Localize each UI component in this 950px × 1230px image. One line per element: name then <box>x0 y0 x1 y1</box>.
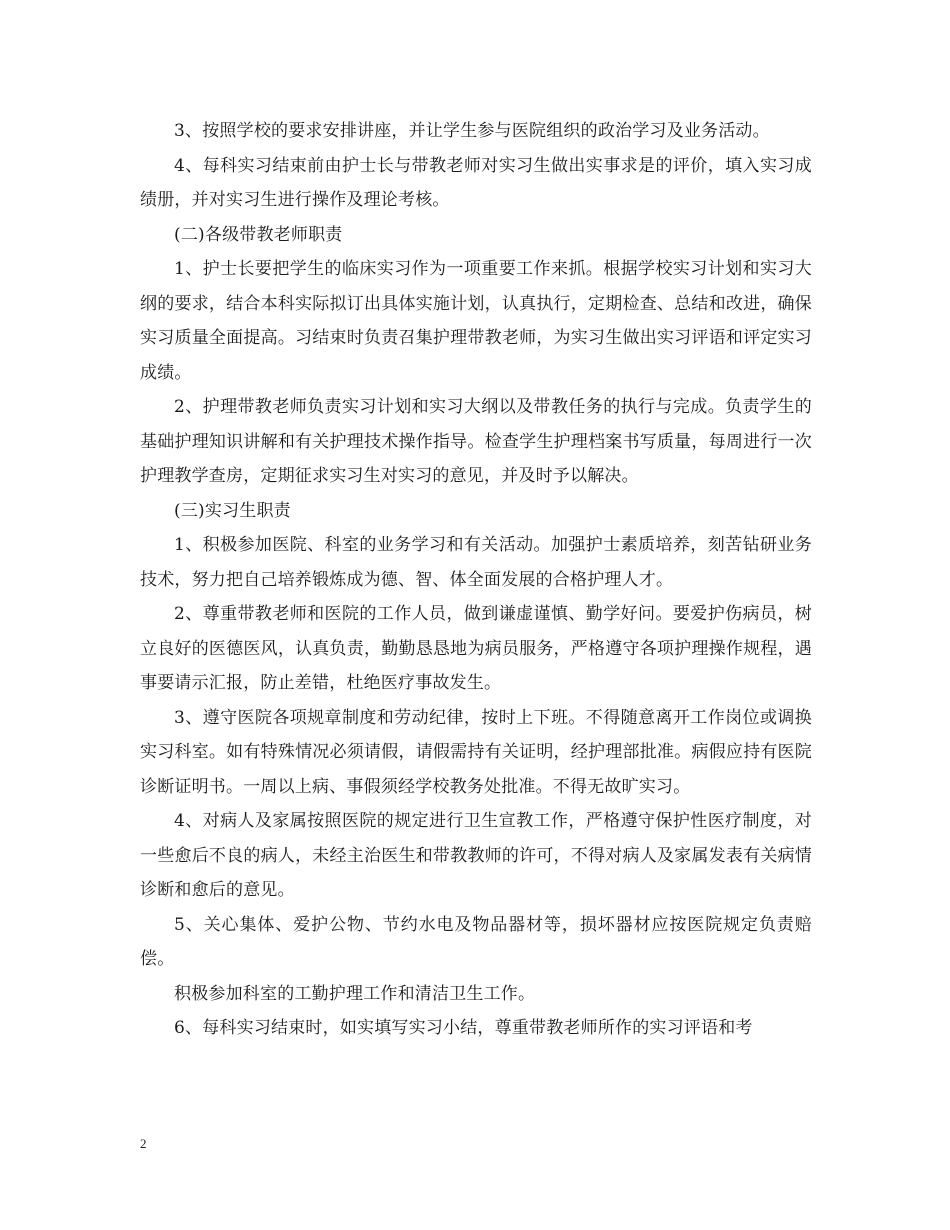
paragraph-cleaning-work: 积极参加科室的工勤护理工作和清洁卫生工作。 <box>174 983 536 1004</box>
section-heading-teacher-duties: (二)各级带教老师职责 <box>174 224 343 245</box>
paragraph-intern-duty-5: 5、关心集体、爱护公物、节约水电及物品器材等，损坏器材应按医院规定负责赔偿。 <box>140 914 812 969</box>
section-heading-intern-duties: (三)实习生职责 <box>174 500 291 521</box>
paragraph-intern-duty-4: 4、对病人及家属按照医院的规定进行卫生宣教工作，严格遵守保护性医疗制度，对一些愈后不良的病人，未经主治医生和带教教师的许可，不得对病人及家属发表有关病情诊断和愈后的意见。 <box>140 811 812 900</box>
paragraph-intern-duty-2: 2、尊重带教老师和医院的工作人员，做到谦虚谨慎、勤学好问。要爱护伤病员，树立良好的医德医风，认真负责，勤勤恳恳地为病员服务，严格遵守各项护理操作规程，遇事要请示汇报，防止差错，杜绝医疗事故发生。 <box>140 604 812 693</box>
paragraph-intern-duty-3: 3、遵守医院各项规章制度和劳动纪律，按时上下班。不得随意离开工作岗位或调换实习科室。如有特殊情况必须请假，请假需持有关证明，经护理部批准。病假应持有医院诊断证明书。一周以上病、事假须经学校教务处批准。不得无故旷实习。 <box>140 707 812 797</box>
paragraph-head-nurse-duties: 1、护士长要把学生的临床实习作为一项重要工作来抓。根据学校实习计划和实习大纲的要求，结合本科实际拟订出具体实施计划，认真执行，定期检查、总结和改进，确保实习质量全面提高。习结束时负责召集护理带教老师，为实习生做出实习评语和评定实习成绩。 <box>140 259 812 383</box>
paragraph-item-4-evaluation: 4、每科实习结束前由护士长与带教老师对实习生做出实事求是的评价，填入实习成绩册，并对实习生进行操作及理论考核。 <box>140 155 812 210</box>
page-number: 2 <box>140 1136 147 1151</box>
paragraph-item-3-lectures: 3、按照学校的要求安排讲座，并让学生参与医院组织的政治学习及业务活动。 <box>174 121 770 141</box>
paragraph-teacher-duties: 2、护理带教老师负责实习计划和实习大纲以及带教任务的执行与完成。负责学生的基础护理知识讲解和有关护理技术操作指导。检查学生护理档案书写质量，每周进行一次护理教学查房，定期征求实习生对实习的意见，并及时予以解决。 <box>140 397 812 486</box>
document-body <box>140 114 812 1046</box>
paragraph-intern-duty-1: 1、积极参加医院、科室的业务学习和有关活动。加强护士素质培养，刻苦钻研业务技术，努力把自己培养锻炼成为德、智、体全面发展的合格护理人才。 <box>140 535 812 590</box>
paragraph-intern-duty-6: 6、每科实习结束时，如实填写实习小结，尊重带教老师所作的实习评语和考 <box>174 1018 753 1038</box>
